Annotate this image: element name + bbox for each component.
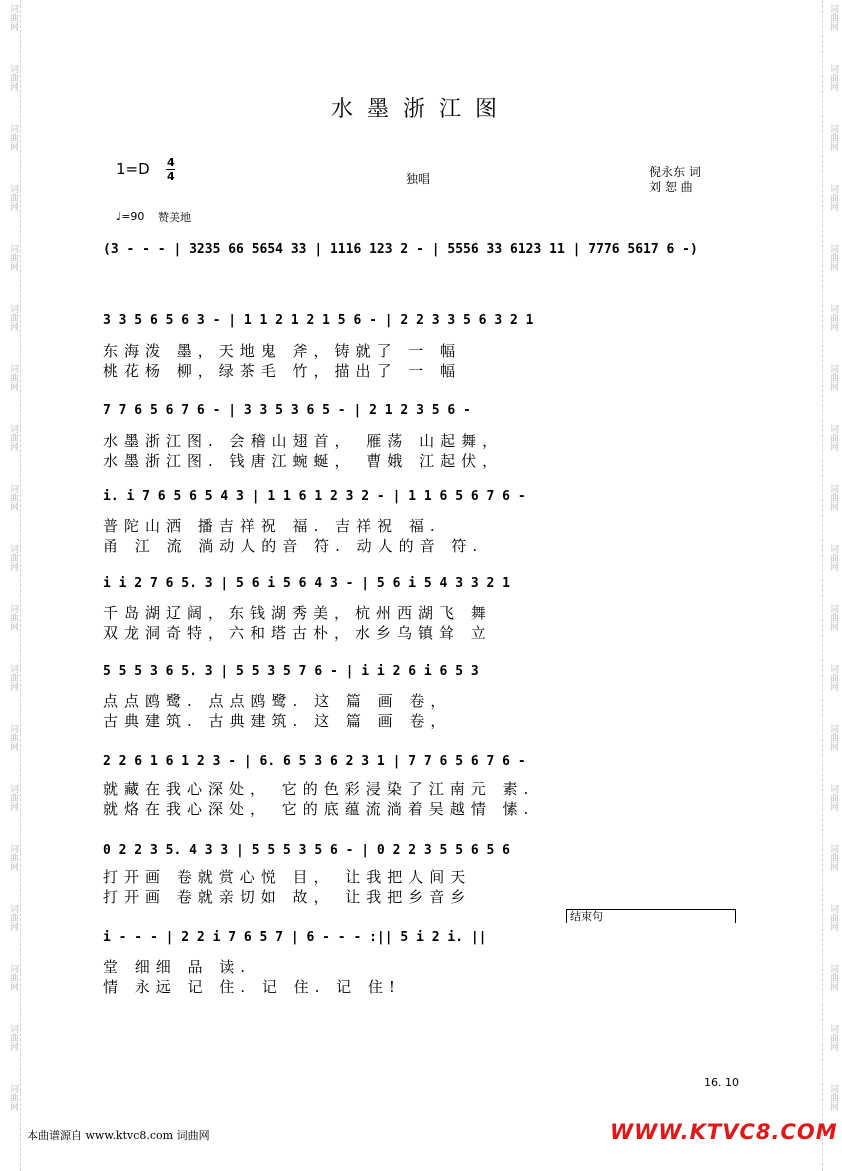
lyrics-verse-2: 情 永远 记 住. 记 住. 记 住! xyxy=(103,978,401,996)
intro-notation: (3 - - - | 3235 66 5654 33 | 1116 123 2 - | 5556 33 6123 11 | 7776 5617 6 -) xyxy=(103,242,698,257)
watermark-text: 词曲网 xyxy=(8,244,18,271)
lyrics-verse-2: 就烙在我心深处， 它的底蕴流淌着吴越情 愫. xyxy=(103,800,535,818)
key-signature: 1=D xyxy=(116,160,150,178)
watermark-text: 词曲网 xyxy=(8,124,18,151)
watermark-text: 词曲网 xyxy=(828,1084,838,1111)
right-dashed-border xyxy=(822,0,823,1171)
watermark-text: 词曲网 xyxy=(8,4,18,31)
notation-line: 5 5 5 3 6 5. 3 | 5 5 3 5 7 6 - | i i 2 6 i 6 5 3 xyxy=(103,664,479,679)
watermark-text: 词曲网 xyxy=(8,544,18,571)
ending-bracket-label: 结束句 xyxy=(566,909,736,923)
watermark-text: 词曲网 xyxy=(828,4,838,31)
footer-source-text: 本曲谱源自 www.ktvc8.com 词曲网 xyxy=(27,1129,210,1142)
site-logo: WWW.KTVC8.COM xyxy=(610,1120,838,1144)
time-signature-bottom: 4 xyxy=(167,170,175,183)
watermark-text: 词曲网 xyxy=(8,1024,18,1051)
lyrics-verse-1: 就藏在我心深处， 它的色彩浸染了江南元 素. xyxy=(103,780,535,798)
lyricist-credit: 倪永东 词 xyxy=(649,165,701,179)
watermark-text: 词曲网 xyxy=(8,604,18,631)
watermark-text: 词曲网 xyxy=(8,664,18,691)
watermark-text: 词曲网 xyxy=(828,124,838,151)
time-signature-top: 4 xyxy=(167,156,175,169)
watermark-text: 词曲网 xyxy=(828,724,838,751)
watermark-text: 词曲网 xyxy=(828,244,838,271)
watermark-text: 词曲网 xyxy=(8,844,18,871)
watermark-text: 词曲网 xyxy=(828,544,838,571)
watermark-text: 词曲网 xyxy=(828,364,838,391)
page-number: 16. 10 xyxy=(704,1076,739,1089)
left-watermark-strip xyxy=(0,0,22,1171)
watermark-text: 词曲网 xyxy=(828,64,838,91)
lyrics-verse-2: 打开画 卷就亲切如 故， 让我把乡音乡 xyxy=(103,888,472,906)
lyrics-verse-2: 水墨浙江图. 钱唐江蜿蜒， 曹娥 江起伏， xyxy=(103,452,504,470)
page-title: 水墨浙江图 xyxy=(330,97,511,122)
lyrics-verse-2: 甬 江 流 淌动人的音 符. 动人的音 符. xyxy=(103,537,484,555)
lyrics-verse-1: 水墨浙江图. 会稽山翅首， 雁荡 山起舞， xyxy=(103,432,504,450)
expression-marking: 赞美地 xyxy=(158,211,191,224)
watermark-text: 词曲网 xyxy=(828,844,838,871)
performance-type: 独唱 xyxy=(406,172,431,186)
lyrics-verse-2: 桃花杨 柳，绿茶毛 竹，描出了 一 幅 xyxy=(103,362,462,380)
watermark-text: 词曲网 xyxy=(8,304,18,331)
lyrics-verse-1: 点点鸥鹭. 点点鸥鹭. 这 篇 画 卷， xyxy=(103,692,452,710)
watermark-text: 词曲网 xyxy=(8,1084,18,1111)
watermark-text: 词曲网 xyxy=(828,304,838,331)
watermark-text: 词曲网 xyxy=(8,184,18,211)
lyrics-verse-1: 千岛湖辽阔，东钱湖秀美，杭州西湖飞 舞 xyxy=(103,604,492,622)
watermark-text: 词曲网 xyxy=(828,904,838,931)
notation-line: 2 2 6 1 6 1 2 3 - | 6. 6 5 3 6 2 3 1 | 7 7 6 5 6 7 6 - xyxy=(103,754,526,769)
watermark-text: 词曲网 xyxy=(828,664,838,691)
watermark-text: 词曲网 xyxy=(828,784,838,811)
notation-line: 0 2 2 3 5. 4 3 3 | 5 5 5 3 5 6 - | 0 2 2 3 5 5 6 5 6 xyxy=(103,843,510,858)
watermark-text: 词曲网 xyxy=(8,724,18,751)
notation-line: 7 7 6 5 6 7 6 - | 3 3 5 3 6 5 - | 2 1 2 3 5 6 - xyxy=(103,403,471,418)
watermark-text: 词曲网 xyxy=(828,604,838,631)
watermark-text: 词曲网 xyxy=(8,784,18,811)
composer-credit: 刘 恕 曲 xyxy=(649,180,693,194)
tempo-marking: ♩=90 xyxy=(116,210,145,223)
watermark-text: 词曲网 xyxy=(828,424,838,451)
lyrics-verse-1: 打开画 卷就赏心悦 目， 让我把人间天 xyxy=(103,868,472,886)
left-dashed-border xyxy=(20,0,21,1171)
notation-line: i i 2 7 6 5. 3 | 5 6 i 5 6 4 3 - | 5 6 i 5 4 3 3 2 1 xyxy=(103,576,510,591)
lyrics-verse-2: 古典建筑. 古典建筑. 这 篇 画 卷， xyxy=(103,712,452,730)
watermark-text: 词曲网 xyxy=(8,364,18,391)
watermark-text: 词曲网 xyxy=(828,964,838,991)
watermark-text: 词曲网 xyxy=(8,964,18,991)
watermark-text: 词曲网 xyxy=(828,184,838,211)
notation-line: 3 3 5 6 5 6 3 - | 1 1 2 1 2 1 5 6 - | 2 2 3 3 5 6 3 2 1 xyxy=(103,313,534,328)
lyrics-verse-1: 堂 细细 品 读. xyxy=(103,958,252,976)
watermark-text: 词曲网 xyxy=(828,1024,838,1051)
watermark-text: 词曲网 xyxy=(828,484,838,511)
lyrics-verse-1: 东海泼 墨，天地鬼 斧，铸就了 一 幅 xyxy=(103,342,462,360)
watermark-text: 词曲网 xyxy=(8,64,18,91)
right-watermark-strip xyxy=(820,0,842,1171)
lyrics-verse-1: 普陀山洒 播吉祥祝 福. 吉祥祝 福. xyxy=(103,517,441,535)
lyrics-verse-2: 双龙洞奇特，六和塔古朴，水乡乌镇耸 立 xyxy=(103,624,492,642)
watermark-text: 词曲网 xyxy=(8,904,18,931)
watermark-text: 词曲网 xyxy=(8,484,18,511)
notation-line: i. i 7 6 5 6 5 4 3 | 1 1 6 1 2 3 2 - | 1 1 6 5 6 7 6 - xyxy=(103,489,526,504)
notation-line: i - - - | 2 2 i 7 6 5 7 | 6 - - - :|| 5 i 2 i. || xyxy=(103,930,487,945)
watermark-text: 词曲网 xyxy=(8,424,18,451)
